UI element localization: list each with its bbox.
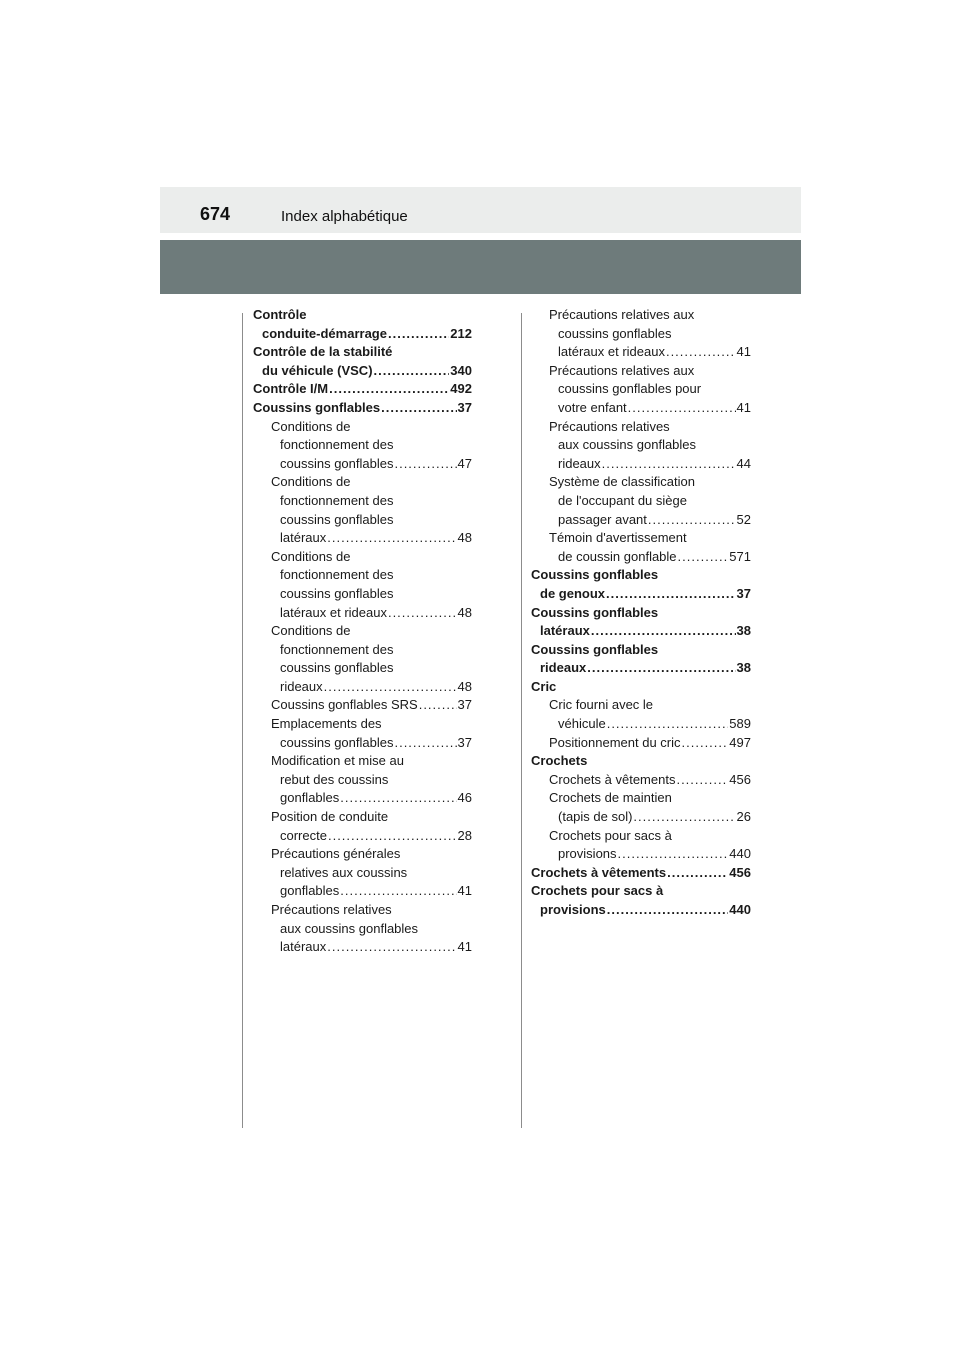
index-entry-text: Cric fourni avec le: [549, 697, 654, 713]
index-entry-text: rebut des coussins: [280, 771, 389, 787]
index-entry-text: fonctionnement des: [280, 437, 394, 453]
index-entry-text: coussins gonflables pour: [558, 381, 702, 397]
index-entry: [531, 306, 751, 325]
index-entry: [253, 882, 472, 901]
index-entry-page: 37: [457, 399, 472, 415]
dot-leader: [328, 827, 457, 846]
index-entry-text: Crochets à vêtements: [549, 771, 676, 787]
index-entry-text: latéraux: [280, 939, 327, 955]
index-entry: [531, 380, 751, 399]
index-entry-text: provisions: [558, 846, 617, 862]
index-entry: [253, 901, 472, 920]
index-entry-text: aux coussins gonflables: [558, 437, 697, 453]
index-entry-text: fonctionnement des: [280, 492, 394, 508]
index-entry: [531, 696, 751, 715]
index-entry: [253, 808, 472, 827]
index-entry: [531, 845, 751, 864]
index-column-left: [253, 306, 472, 957]
dot-leader: [340, 789, 456, 808]
index-entry-text: rideaux: [280, 678, 323, 694]
index-entry: [531, 864, 751, 883]
index-entry-text: votre enfant: [558, 399, 627, 415]
index-entry: [253, 343, 472, 362]
index-entry: [531, 604, 751, 623]
index-entry-text: rideaux: [558, 455, 601, 471]
index-entry: [253, 455, 472, 474]
index-entry: [253, 306, 472, 325]
index-entry-text: Crochets: [531, 753, 588, 769]
index-entry: [531, 789, 751, 808]
index-entry-text: latéraux et rideaux: [280, 604, 387, 620]
dot-leader: [602, 455, 736, 474]
index-entry: [253, 362, 472, 381]
index-entry-text: Crochets pour sacs à: [549, 827, 672, 843]
index-entry-page: 440: [729, 846, 751, 862]
index-entry-text: coussins gonflables: [280, 734, 394, 750]
index-entry: [253, 418, 472, 437]
dot-leader: [394, 734, 456, 753]
index-entry: [253, 399, 472, 418]
index-entry-text: correcte: [280, 827, 327, 843]
index-entry-page: 37: [457, 697, 472, 713]
index-entry-page: 41: [736, 399, 751, 415]
index-entry: [531, 511, 751, 530]
index-entry: [531, 752, 751, 771]
index-entry: [253, 920, 472, 939]
index-entry-text: Cric: [531, 678, 557, 694]
index-entry-page: 52: [736, 511, 751, 527]
index-entry: [531, 771, 751, 790]
index-entry: [253, 752, 472, 771]
index-entry-text: Crochets pour sacs à: [531, 883, 664, 899]
dot-leader: [678, 548, 729, 567]
index-entry-page: 456: [729, 771, 751, 787]
index-entry-text: Témoin d'avertissement: [549, 530, 687, 546]
index-entry: [531, 436, 751, 455]
index-entry: [253, 938, 472, 957]
index-entry-text: conduite-démarrage: [262, 325, 387, 341]
index-entry-page: 48: [457, 678, 472, 694]
index-entry: [531, 659, 751, 678]
dot-leader: [329, 380, 449, 399]
index-entry-text: de coussin gonflable: [558, 548, 677, 564]
index-entry: [253, 789, 472, 808]
index-entry: [531, 418, 751, 437]
index-entry-text: Position de conduite: [271, 809, 389, 825]
index-entry: [253, 659, 472, 678]
index-entry-text: Précautions relatives: [271, 902, 392, 917]
index-entry-text: Modification et mise au: [271, 753, 404, 769]
index-entry: [531, 715, 751, 734]
index-entry-text: passager avant: [558, 511, 647, 527]
dot-leader: [682, 734, 729, 753]
dot-leader: [324, 678, 457, 697]
index-entry: [531, 734, 751, 753]
index-entry-text: coussins gonflables: [558, 325, 672, 341]
index-entry: [531, 325, 751, 344]
index-entry-page: 41: [457, 939, 472, 955]
index-entry-page: 440: [729, 902, 751, 917]
dot-leader: [381, 399, 456, 418]
index-entry: [253, 845, 472, 864]
index-entry: [253, 380, 472, 399]
index-entry: [531, 901, 751, 920]
dot-leader: [606, 585, 736, 604]
index-entry-page: 37: [736, 585, 751, 601]
index-entry-page: 212: [450, 325, 472, 341]
index-entry-text: Précautions générales: [271, 846, 401, 862]
index-entry-page: 41: [736, 344, 751, 360]
index-entry-text: coussins gonflables: [280, 585, 394, 601]
dot-leader: [327, 529, 456, 548]
dot-leader: [374, 362, 450, 381]
index-entry-page: 48: [457, 604, 472, 620]
chapter-band: [160, 240, 801, 294]
dot-leader: [676, 771, 728, 790]
index-entry: [253, 511, 472, 530]
index-entry-text: provisions: [540, 902, 606, 917]
index-entry-page: 46: [457, 790, 472, 806]
index-entry: [531, 455, 751, 474]
index-entry-text: Positionnement du cric: [549, 734, 681, 750]
index-entry: [253, 696, 472, 715]
index-entry-page: 571: [729, 548, 751, 564]
dot-leader: [607, 715, 729, 734]
dot-leader: [340, 882, 456, 901]
index-entry: [531, 399, 751, 418]
index-entry-page: 47: [457, 455, 472, 471]
index-entry-page: 44: [736, 455, 751, 471]
index-entry: [531, 529, 751, 548]
index-entry-text: coussins gonflables: [280, 455, 394, 471]
index-entry-page: 37: [457, 734, 472, 750]
index-entry: [531, 548, 751, 567]
index-entry-text: gonflables: [280, 883, 340, 899]
index-entry-text: Coussins gonflables SRS: [271, 697, 418, 713]
index-entry-text: Coussins gonflables: [531, 567, 659, 583]
dot-leader: [587, 659, 735, 678]
index-entry-text: véhicule: [558, 716, 606, 732]
index-entry: [253, 566, 472, 585]
header-band: [160, 187, 801, 233]
index-entry-text: Contrôle de la stabilité: [253, 344, 393, 360]
index-entry-text: latéraux et rideaux: [558, 344, 665, 360]
page-number: 674: [200, 204, 231, 224]
index-entry: [253, 678, 472, 697]
dot-leader: [388, 325, 449, 344]
index-entry-text: relatives aux coussins: [280, 864, 408, 880]
index-entry-page: 589: [729, 716, 751, 732]
index-entry-page: 41: [457, 883, 472, 899]
index-entry-text: Conditions de: [271, 548, 351, 564]
index-entry-page: 497: [729, 734, 751, 750]
dot-leader: [591, 622, 736, 641]
index-entry: [253, 734, 472, 753]
index-entry-text: gonflables: [280, 790, 340, 806]
index-entry-text: (tapis de sol): [558, 809, 633, 825]
index-entry-text: Contrôle I/M: [253, 381, 329, 397]
index-entry: [531, 473, 751, 492]
dot-leader: [666, 343, 736, 362]
index-entry-text: aux coussins gonflables: [280, 920, 419, 936]
dot-leader: [648, 511, 736, 530]
index-entry: [531, 492, 751, 511]
index-entry-page: 48: [457, 530, 472, 546]
index-entry: [531, 827, 751, 846]
index-entry: [253, 585, 472, 604]
dot-leader: [628, 399, 736, 418]
index-entry: [253, 864, 472, 883]
index-entry-text: Emplacements des: [271, 716, 382, 732]
index-entry-text: Conditions de: [271, 418, 351, 434]
index-entry-text: latéraux: [280, 530, 327, 546]
index-entry-text: Conditions de: [271, 623, 351, 639]
dot-leader: [618, 845, 729, 864]
index-entry-text: Conditions de: [271, 474, 351, 490]
index-column-right: [531, 306, 751, 920]
index-entry-text: fonctionnement des: [280, 641, 394, 657]
dot-leader: [327, 938, 456, 957]
index-entry: [531, 882, 751, 901]
index-entry-text: Crochets à vêtements: [531, 864, 667, 880]
index-entry-text: latéraux: [540, 623, 590, 639]
index-entry: [531, 566, 751, 585]
index-entry: [253, 529, 472, 548]
dot-leader: [633, 808, 735, 827]
index-entry-text: rideaux: [540, 660, 587, 676]
left-column-rule: [242, 313, 243, 1128]
index-entry: [253, 325, 472, 344]
index-entry-page: 26: [736, 809, 751, 825]
index-entry-text: Précautions relatives: [549, 418, 670, 434]
index-entry: [253, 771, 472, 790]
index-entry-text: Coussins gonflables: [531, 604, 659, 620]
index-entry: [253, 473, 472, 492]
index-entry-text: du véhicule (VSC): [262, 362, 373, 378]
index-entry: [253, 604, 472, 623]
index-entry-page: 492: [450, 381, 472, 397]
index-entry: [253, 827, 472, 846]
index-entry-text: Coussins gonflables: [531, 641, 659, 657]
index-entry: [253, 641, 472, 660]
index-entry-text: Précautions relatives aux: [549, 307, 695, 322]
index-entry: [253, 548, 472, 567]
dot-leader: [394, 455, 456, 474]
index-entry-text: fonctionnement des: [280, 567, 394, 583]
index-entry-page: 28: [457, 827, 472, 843]
index-entry: [253, 436, 472, 455]
index-entry-text: Crochets de maintien: [549, 790, 672, 806]
index-entry-page: 456: [729, 864, 751, 880]
dot-leader: [388, 604, 457, 623]
index-entry-text: Coussins gonflables: [253, 399, 381, 415]
index-entry-text: coussins gonflables: [280, 511, 394, 527]
index-entry: [253, 715, 472, 734]
index-entry: [531, 343, 751, 362]
index-entry: [531, 585, 751, 604]
dot-leader: [607, 901, 729, 920]
index-entry-text: de genoux: [540, 585, 606, 601]
index-entry-text: de l'occupant du siège: [558, 492, 687, 508]
dot-leader: [667, 864, 728, 883]
index-entry: [531, 678, 751, 697]
index-entry: [531, 622, 751, 641]
index-entry-page: 38: [736, 623, 751, 639]
index-entry: [531, 641, 751, 660]
index-entry-page: 340: [450, 362, 472, 378]
section-title: Index alphabétique: [281, 208, 408, 225]
index-entry: [531, 362, 751, 381]
index-entry-text: coussins gonflables: [280, 660, 394, 676]
index-entry: [253, 622, 472, 641]
index-entry: [531, 808, 751, 827]
index-entry: [253, 492, 472, 511]
dot-leader: [419, 696, 457, 715]
index-entry-text: Précautions relatives aux: [549, 362, 695, 378]
right-column-rule: [521, 313, 522, 1128]
index-entry-text: Contrôle: [253, 307, 307, 322]
index-entry-page: 38: [736, 660, 751, 676]
index-entry-text: Système de classification: [549, 474, 695, 490]
